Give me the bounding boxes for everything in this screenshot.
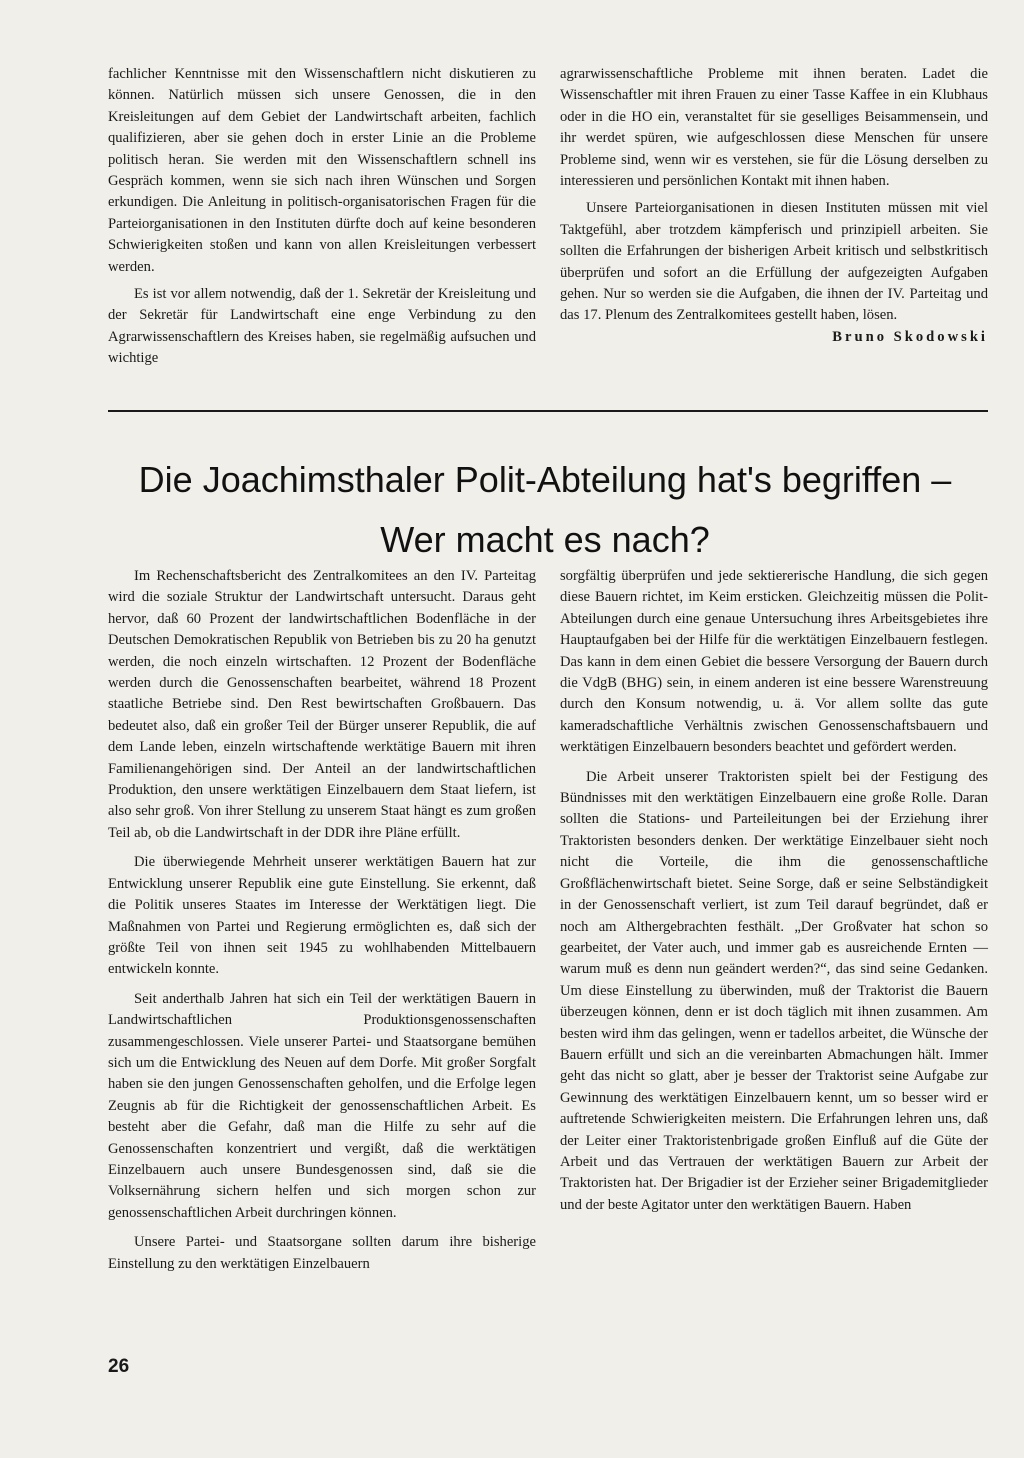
page-number: 26: [108, 1356, 130, 1377]
paragraph: Die überwiegende Mehrheit unserer werktätigen Bauern hat zur Entwicklung unserer Republik eine gute Einstellung. Sie erkennt, daß die Politik unseres Staates im Interesse der Werktätigen liegt. Die Maßnahmen von Partei und Regierung ermöglichten es, daß sich der größte Teil von ihnen seit 1945 zu wohlhabenden Mittelbauern entwickeln konnte.: [108, 854, 536, 978]
article-headline: [100, 450, 990, 570]
paragraph: Unsere Parteiorganisationen in diesen Instituten müssen mit viel Taktgefühl, aber trotzdem kämpferisch und prinzipiell arbeiten. Sie sollten die Erfahrungen der bisherigen Arbeit kritisch und selbstkritisch überprüfen und sofort an die Erfüllung der aufgezeigten Aufgaben gehen. Nur so werden sie die Aufgaben, die ihnen der IV. Parteitag und das 17. Plenum des Zentralkomitees gestellt haben, lösen.: [560, 200, 988, 324]
paragraph: Es ist vor allem notwendig, daß der 1. Sekretär der Kreisleitung und der Sekretär für Landwirtschaft eine enge Verbindung zu den Agrarwissenschaftlern des Kreises haben, sie regelmäßig aufsuchen und wichtige: [108, 286, 536, 367]
author-signature: Bruno Skodowski: [832, 328, 988, 345]
headline-line-1: Die Joachimsthaler Polit-Abteilung hat's begriffen –: [138, 459, 952, 500]
top-right-column: [560, 64, 988, 348]
paragraph: agrarwissenschaftliche Probleme mit ihnen beraten. Ladet die Wissenschaftler mit ihren Frauen zu einer Tasse Kaffee in ein Klubhaus oder in die HO ein, veranstaltet für sie geselliges Beisammensein, und ihr werdet spüren, wie aufgeschlossen diese Menschen für unsere Probleme sind, wenn wir es verstehen, sie für die Lösung derselben zu interessieren und persönlichen Kontakt mit ihnen haben.: [560, 66, 988, 190]
section-divider: [108, 410, 988, 412]
headline-line-2: Wer macht es nach?: [380, 519, 710, 560]
paragraph: sorgfältig überprüfen und jede sektiererische Handlung, die sich gegen diese Bauern richtet, im Keim ersticken. Gleichzeitig müssen die Polit-Abteilungen durch eine genaue Untersuchung ihres Arbeitsgebietes ihre Hauptaufgaben bei der Hilfe für die werktätigen Einzelbauern festlegen. Das kann in dem einen Gebiet die bessere Versorgung der Bauern durch die VdgB (BHG) sein, in einem anderen ist eine bessere Warenstreuung durch den Konsum notwendig, u. ä. Vor allem sollte das gute kameradschaftliche Verhältnis zwischen Genossenschaftsbauern und werktätigen Einzelbauern besonders beachtet und gefördert werden.: [560, 568, 988, 756]
paragraph: Die Arbeit unserer Traktoristen spielt bei der Festigung des Bündnisses mit den werktätigen Einzelbauern eine große Rolle. Daran sollten die Stations- und Parteileitungen bei der Erziehung ihrer Traktoristen besonders denken. Der werktätige Einzelbauer sieht noch nicht die Vorteile, die ihm die genossenschaftliche Großflächenwirtschaft bietet. Seine Sorge, daß er seine Selbständigkeit in der Genossenschaft verliert, ist zum Teil darauf begründet, daß er noch am Althergebrachten festhält. „Der Großvater hat schon so gearbeitet, der Vater auch, und immer gab es ausreichende Ernten — warum muß es denn nun geändert werden?“, das sind seine Gedanken. Um diese Einstellung zu überwinden, muß der Traktorist die Bauern überzeugen können, denn er ist doch täglich mit ihnen zusammen. Am besten wird ihm das gelingen, wenn er tadellos arbeitet, die Wünsche der Bauern erfüllt und sich an die vereinbarten Abmachungen hält. Immer geht das nicht so glatt, aber je besser der Traktorist seine Aufgabe zur Gewinnung des werktätigen Einzelbauern kennt, um so besser wird er auftretende Schwierigkeiten meistern. Die Erfahrungen lehren uns, daß der Leiter einer Traktoristenbrigade großen Einfluß auf die Güte der Arbeit und das Vertrauen der werktätigen Bauern zur Arbeit der Traktoristen hat. Der Brigadier ist der Erzieher seiner Brigademitglieder und der beste Agitator unter den werktätigen Bauern. Haben: [560, 768, 988, 1213]
paragraph: Unsere Partei- und Staatsorgane sollten darum ihre bisherige Einstellung zu den werktätigen Einzelbauern: [108, 1234, 536, 1272]
paragraph: Im Rechenschaftsbericht des Zentralkomitees an den IV. Parteitag wird die soziale Struktur der Landwirtschaft untersucht. Daraus geht hervor, daß 60 Prozent der landwirtschaftlichen Bodenfläche in der Deutschen Demokratischen Republik von Betrieben bis zu 20 ha genutzt werden, die noch einzeln wirtschaften. 12 Prozent der Bodenfläche werden durch die Genossenschaften bearbeitet, während 18 Prozent staatliche Betriebe sind. Den Rest bewirtschaften Großbauern. Das bedeutet also, daß ein großer Teil der Bürger unserer Republik, die auf dem Lande leben, einzeln wirtschaftende werktätige Bauern mit ihren Familienangehörigen sind. Der Anteil an der landwirtschaftlichen Produktion, den unsere werktätigen Einzelbauern dem Staat liefern, ist also sehr groß. Von ihrer Stellung zu unserem Staat hängt es zum großen Teil ab, ob die Landwirtschaft in der DDR ihre Pläne erfüllt.: [108, 568, 536, 841]
paragraph: fachlicher Kenntnisse mit den Wissenschaftlern nicht diskutieren zu können. Natürlich müssen sich unsere Genossen, die in den Kreisleitungen auf dem Gebiet der Landwirtschaft arbeiten, fachlich qualifizieren, aber sie gehen doch in erster Linie an die Probleme politisch heran. Sie werden mit den Wissenschaftlern schnell ins Gespräch kommen, wenn sie sich nach ihren Wünschen und Sorgen erkundigen. Die Anleitung in politisch-organisatorischen Fragen für die Parteiorganisationen in den Instituten dürfte doch auf keine besonderen Schwierigkeiten stoßen und kann von allen Kreisleitungen verbessert werden.: [108, 66, 536, 275]
article-right-column: [560, 566, 988, 1216]
article-left-column: [108, 566, 536, 1275]
paragraph: Seit anderthalb Jahren hat sich ein Teil der werktätigen Bauern in Landwirtschaftlichen Produktionsgenossenschaften zusammengeschlossen. Viele unserer Partei- und Staatsorgane bemühen sich um die Entwicklung des Neuen auf dem Dorfe. Mit großer Sorgfalt haben sie den jungen Genossenschaften geholfen, und die Erfolge legen Zeugnis ab für die Richtigkeit der genossenschaftlichen Arbeit. Es besteht aber die Gefahr, daß man die Hilfe zu sehr auf die Genossenschaften konzentriert und vergißt, daß die werktätigen Einzelbauern auch unsere Bundesgenossen sind, daß sie die Volksernährung sichern helfen und sich morgen schon zur genossenschaftlichen Arbeit durchringen können.: [108, 990, 536, 1221]
top-left-column: [108, 64, 536, 370]
